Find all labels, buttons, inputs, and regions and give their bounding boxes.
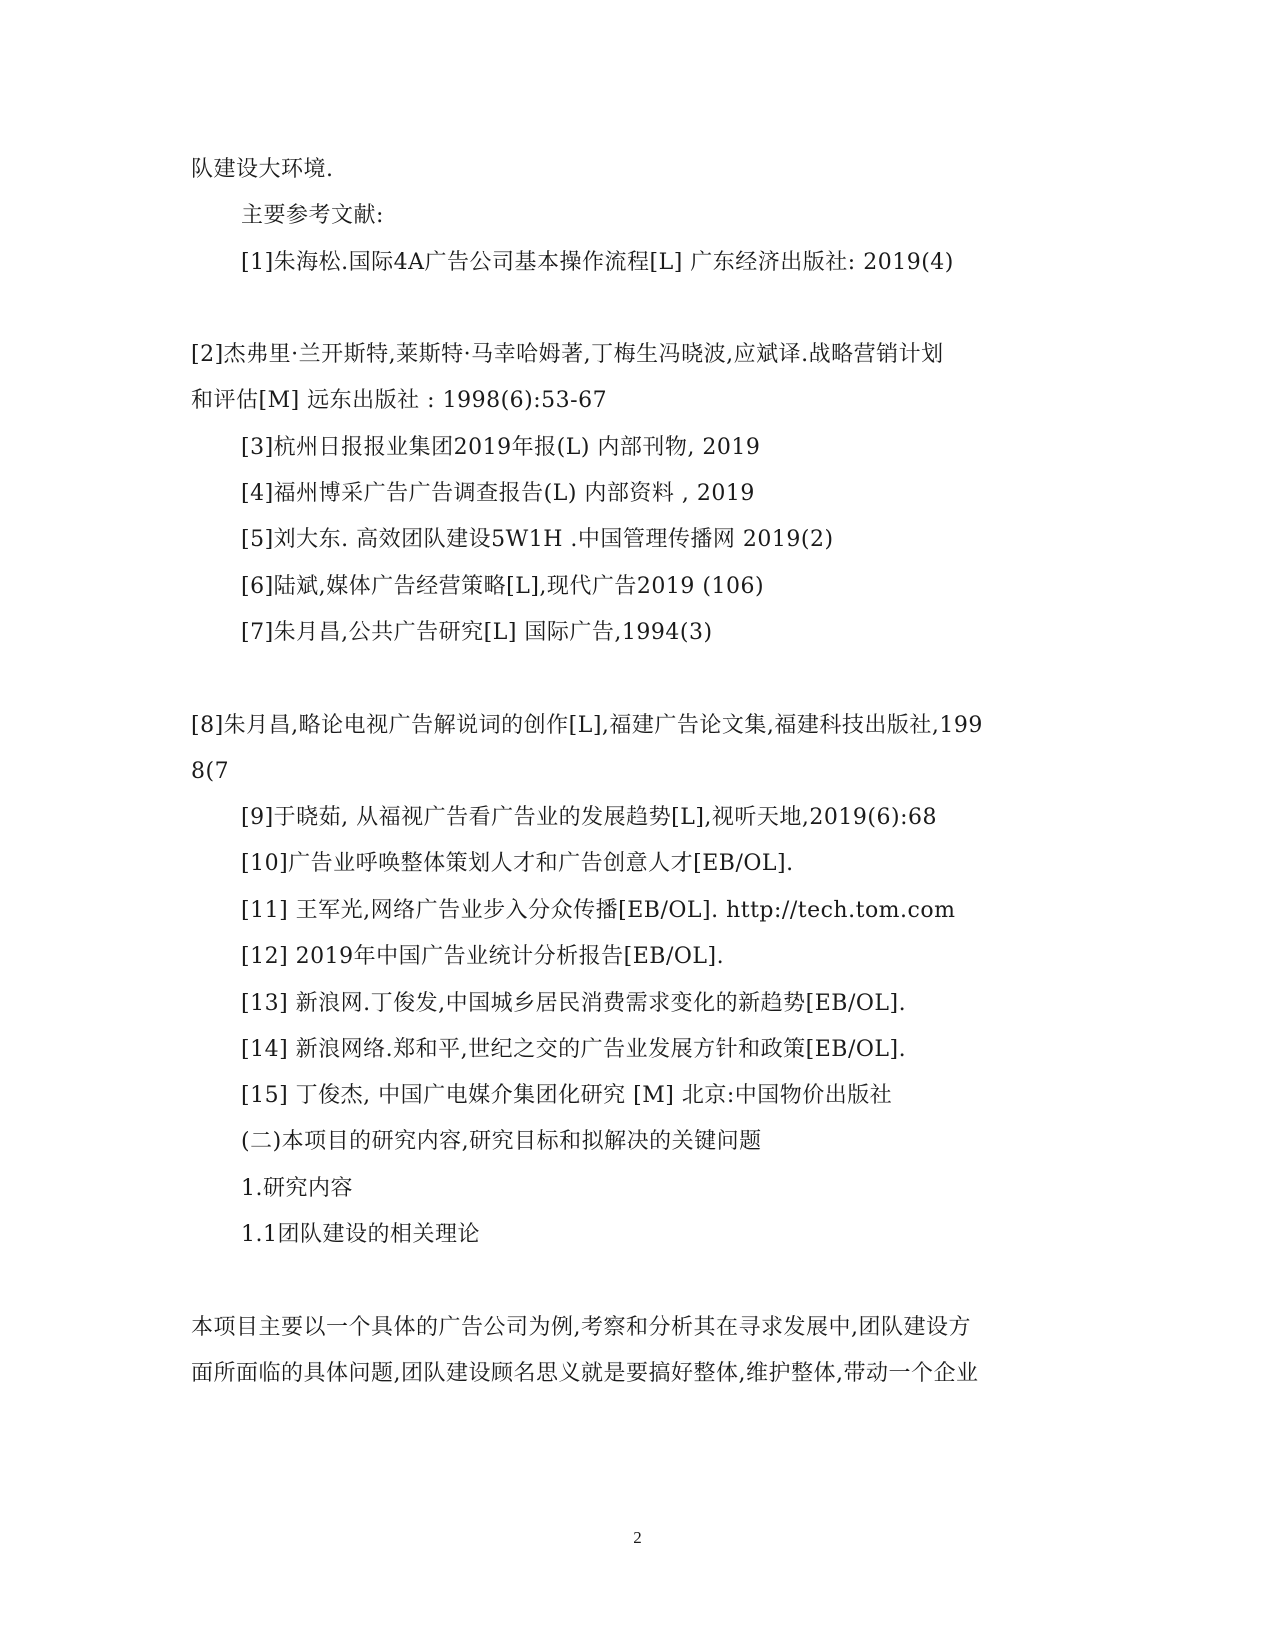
reference-item: [14] 新浪网络.郑和平,世纪之交的广告业发展方针和政策[EB/OL]. bbox=[241, 1037, 907, 1062]
reference-item: [4]福州博采广告广告调查报告(L) 内部资料 , 2019 bbox=[241, 481, 755, 506]
reference-item: [13] 新浪网.丁俊发,中国城乡居民消费需求变化的新趋势[EB/OL]. bbox=[241, 991, 907, 1016]
body-paragraph-line: 本项目主要以一个具体的广告公司为例,考察和分析其在寻求发展中,团队建设方 bbox=[191, 1315, 971, 1340]
reference-item: [1]朱海松.国际4A广告公司基本操作流程[L] 广东经济出版社: 2019(4) bbox=[241, 250, 954, 275]
subsection-heading: 1.研究内容 bbox=[241, 1176, 353, 1201]
references-heading: 主要参考文献: bbox=[241, 203, 384, 228]
page-number: 2 bbox=[633, 1528, 642, 1547]
reference-item: [10]广告业呼唤整体策划人才和广告创意人才[EB/OL]. bbox=[241, 851, 794, 876]
reference-item-continuation: 8(7 bbox=[191, 759, 230, 784]
reference-item: [7]朱月昌,公共广告研究[L] 国际广告,1994(3) bbox=[241, 620, 713, 645]
body-paragraph-line: 面所面临的具体问题,团队建设顾名思义就是要搞好整体,维护整体,带动一个企业 bbox=[191, 1361, 979, 1386]
reference-item: [6]陆斌,媒体广告经营策略[L],现代广告2019 (106) bbox=[241, 574, 765, 599]
section-heading: (二)本项目的研究内容,研究目标和拟解决的关键问题 bbox=[241, 1129, 762, 1154]
reference-item: [5]刘大东. 高效团队建设5W1H .中国管理传播网 2019(2) bbox=[241, 527, 834, 552]
subsection-heading: 1.1团队建设的相关理论 bbox=[241, 1222, 480, 1247]
reference-item: [2]杰弗里·兰开斯特,莱斯特·马幸哈姆著,丁梅生冯晓波,应斌译.战略营销计划 bbox=[191, 342, 944, 367]
reference-item: [3]杭州日报报业集团2019年报(L) 内部刊物, 2019 bbox=[241, 435, 761, 460]
reference-item-continuation: 和评估[M] 远东出版社 : 1998(6):53-67 bbox=[191, 388, 608, 413]
reference-item: [8]朱月昌,略论电视广告解说词的创作[L],福建广告论文集,福建科技出版社,199 bbox=[191, 713, 983, 738]
reference-item: [12] 2019年中国广告业统计分析报告[EB/OL]. bbox=[241, 944, 725, 969]
reference-item: [11] 王军光,网络广告业步入分众传播[EB/OL]. http://tech.tom.com bbox=[241, 898, 956, 923]
reference-item: [15] 丁俊杰, 中国广电媒介集团化研究 [M] 北京:中国物价出版社 bbox=[241, 1083, 893, 1108]
continuation-line: 队建设大环境. bbox=[191, 157, 334, 182]
reference-item: [9]于晓茹, 从福视广告看广告业的发展趋势[L],视听天地,2019(6):68 bbox=[241, 805, 937, 830]
